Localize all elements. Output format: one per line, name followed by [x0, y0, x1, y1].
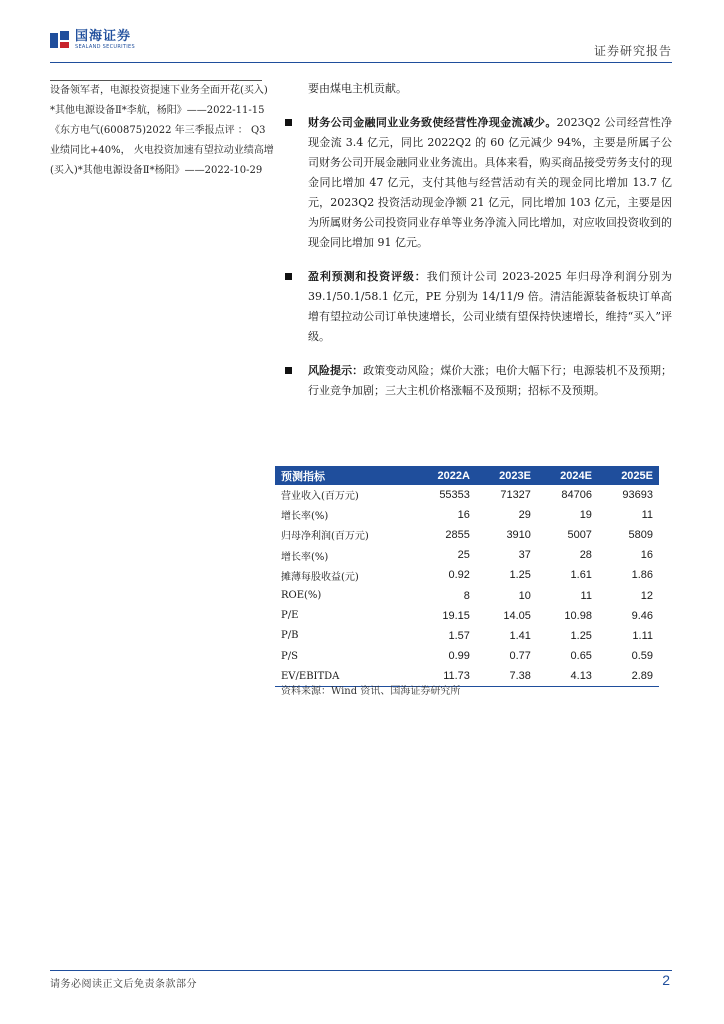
table-row	[275, 545, 659, 565]
metric-value-cell: 0.92	[414, 565, 476, 585]
main-text	[282, 79, 672, 415]
table-row	[275, 585, 659, 605]
table-header-cell: 2024E	[537, 466, 598, 485]
metric-value-cell: 2.89	[598, 666, 659, 686]
metric-value-cell: 10	[476, 585, 537, 605]
forecast-paragraph	[282, 267, 672, 347]
metric-value-cell: 14.05	[476, 606, 537, 626]
metric-value-cell: 84706	[537, 485, 598, 505]
metric-value-cell: 12	[598, 585, 659, 605]
table-source-note: 资料来源：Wind 资讯、国海证券研究所	[281, 686, 461, 697]
table-row	[275, 565, 659, 585]
paragraph-lead: 财务公司金融同业业务致使经营性净现金流减少。	[308, 116, 557, 129]
metric-value-cell: 9.46	[598, 606, 659, 626]
table-row	[275, 505, 659, 525]
table-body	[275, 485, 659, 686]
metric-value-cell: 11	[598, 505, 659, 525]
metric-name-cell: 增长率(%)	[275, 505, 414, 525]
paragraph-lead: 风险提示：	[308, 364, 364, 377]
table-header-cell: 2023E	[476, 466, 537, 485]
sidebar-line: (买入)*其他电源设备Ⅱ*杨阳》——2022-10-29	[50, 165, 263, 176]
metric-name-cell: P/S	[275, 646, 414, 666]
metric-value-cell: 0.59	[598, 646, 659, 666]
logo-name: 国海证券	[75, 29, 132, 44]
metric-value-cell: 71327	[476, 485, 537, 505]
metric-name-cell: ROE(%)	[275, 585, 414, 605]
square-bullet-icon	[285, 119, 292, 126]
metric-value-cell: 8	[414, 585, 476, 605]
page-number: 2	[662, 972, 670, 988]
sidebar-line: 《东方电气(600875)2022 年三季报点评 ： Q3	[50, 125, 266, 136]
metric-value-cell: 1.57	[414, 626, 476, 646]
header-divider	[50, 62, 672, 63]
cashflow-paragraph	[282, 113, 672, 253]
paragraph-text: 我们预计公司 2023-2025 年归母净利润分别为 39.1/50.1/58.1 亿元，PE 分别为 14/11/9 倍。清洁能源装备板块订单高增有望拉动公司订单快速增长，公司业绩有望保持快速增长，维持“买入”评级。	[308, 270, 672, 343]
metric-value-cell: 3910	[476, 525, 537, 545]
metric-name-cell: P/E	[275, 606, 414, 626]
metric-value-cell: 10.98	[537, 606, 598, 626]
risk-paragraph	[282, 361, 672, 401]
metric-value-cell: 37	[476, 545, 537, 565]
metric-value-cell: 55353	[414, 485, 476, 505]
logo-english-name: SEALAND SECURITIES	[75, 44, 135, 50]
table-row	[275, 626, 659, 646]
table-header-row	[275, 466, 659, 485]
forecast-table	[275, 466, 659, 687]
report-type-label: 证券研究报告	[593, 44, 672, 58]
metric-value-cell: 0.65	[537, 646, 598, 666]
paragraph-text: 2023Q2 公司经营性净现金流 3.4 亿元，同比 2022Q2 的 60 亿元减少 94%，主要是所属子公司财务公司开展金融同业业务流出。具体来看，购买商品接受劳务支付的现金同比增加 47 亿元，支付其他与经营活动有关的现金同比增加 13.7 亿元，2023Q2 投资活动现金净额 21 亿元，同比增加 103 亿元，主要是因为所属财务公司投资同业存单等业务净流入同比增加，对应收回投资收到的现金同比增加 91 亿元。	[308, 116, 672, 249]
metric-value-cell: 1.61	[537, 565, 598, 585]
company-logo	[50, 30, 135, 50]
metric-value-cell: 29	[476, 505, 537, 525]
metric-name-cell: 摊薄每股收益(元)	[275, 565, 414, 585]
metric-value-cell: 93693	[598, 485, 659, 505]
metric-name-cell: 增长率(%)	[275, 545, 414, 565]
square-bullet-icon	[285, 273, 292, 280]
metric-value-cell: 28	[537, 545, 598, 565]
metric-value-cell: 16	[598, 545, 659, 565]
metric-value-cell: 11	[537, 585, 598, 605]
metric-value-cell: 0.77	[476, 646, 537, 666]
metric-value-cell: 7.38	[476, 666, 537, 686]
metric-value-cell: 5007	[537, 525, 598, 545]
paragraph-text: 政策变动风险；煤价大涨；电价大幅下行；电源装机不及预期；行业竞争加剧；三大主机价格涨幅不及预期；招标不及预期。	[308, 364, 672, 397]
disclaimer-note: 请务必阅读正文后免责条款部分	[50, 979, 197, 990]
metric-value-cell: 19.15	[414, 606, 476, 626]
metric-name-cell: 归母净利润(百万元)	[275, 525, 414, 545]
table-row	[275, 606, 659, 626]
table-header-cell: 2025E	[598, 466, 659, 485]
metric-value-cell: 1.86	[598, 565, 659, 585]
metric-value-cell: 16	[414, 505, 476, 525]
metric-value-cell: 19	[537, 505, 598, 525]
square-bullet-icon	[285, 367, 292, 374]
table-header-cell: 预测指标	[275, 466, 414, 485]
paragraph-lead: 盈利预测和投资评级：	[308, 270, 427, 283]
metric-value-cell: 1.25	[476, 565, 537, 585]
table-row	[275, 646, 659, 666]
metric-value-cell: 11.73	[414, 666, 476, 686]
sidebar-line: 设备领军者，电源投资提速下业务全面开花(买入)	[50, 85, 268, 96]
logo-icon	[50, 31, 70, 49]
metric-name-cell: P/B	[275, 626, 414, 646]
metric-value-cell: 4.13	[537, 666, 598, 686]
metric-value-cell: 1.11	[598, 626, 659, 646]
continuation-text: 要由煤电主机贡献。	[308, 82, 407, 95]
table-row	[275, 525, 659, 545]
metric-value-cell: 0.99	[414, 646, 476, 666]
metric-value-cell: 25	[414, 545, 476, 565]
metric-value-cell: 1.41	[476, 626, 537, 646]
metric-name-cell: EV/EBITDA	[275, 666, 414, 686]
sidebar-line: 业绩同比+40%， 火电投资加速有望拉动业绩高增	[50, 145, 274, 156]
page-header	[0, 0, 724, 66]
metric-name-cell: 营业收入(百万元)	[275, 485, 414, 505]
related-reports-sidebar	[50, 80, 274, 181]
sidebar-line: *其他电源设备Ⅱ*李航，杨阳》——2022-11-15	[50, 105, 265, 116]
footer-divider	[50, 970, 672, 971]
metric-value-cell: 2855	[414, 525, 476, 545]
table-header-cell: 2022A	[414, 466, 476, 485]
metric-value-cell: 5809	[598, 525, 659, 545]
metric-value-cell: 1.25	[537, 626, 598, 646]
table-row	[275, 485, 659, 505]
